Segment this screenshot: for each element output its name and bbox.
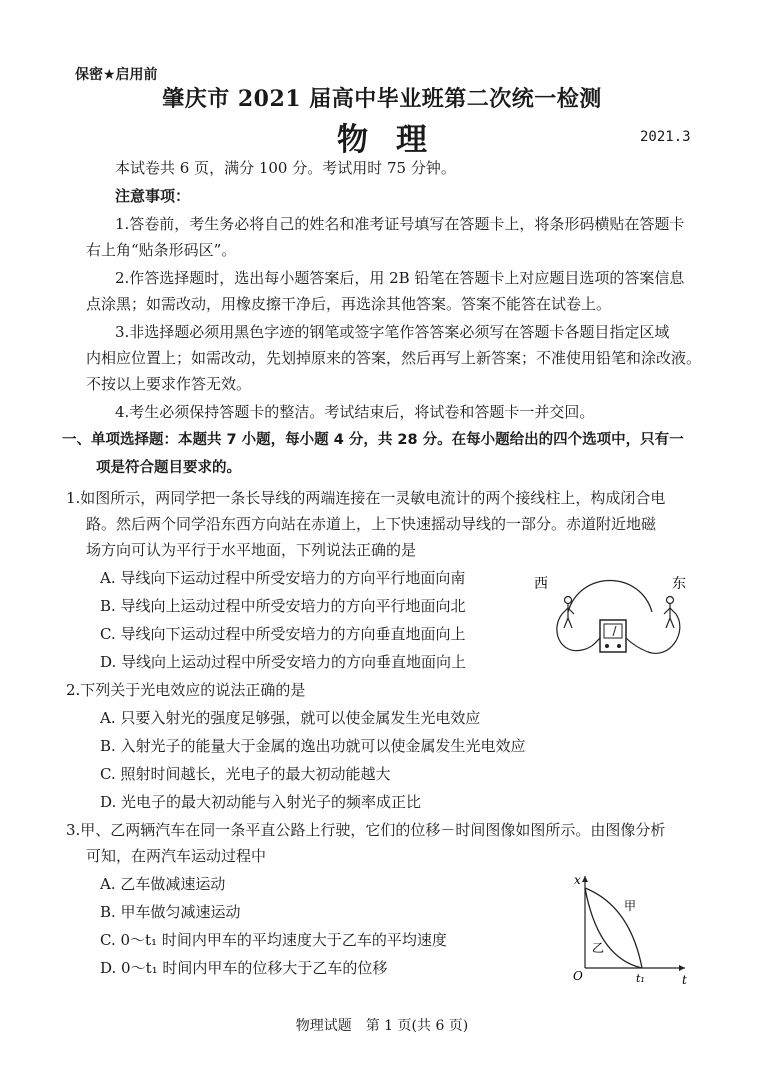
- q2-option-a: A. 只要入射光的强度足够强，就可以使金属发生光电效应: [100, 709, 481, 727]
- notice-line: 右上角“贴条形码区”。: [86, 241, 237, 259]
- west-label: 西: [534, 576, 548, 592]
- notice-line: 不按以上要求作答无效。: [86, 375, 252, 393]
- notice-line: 内相应位置上；如需改动，先划掉原来的答案，然后再写上新答案；不准使用铅笔和涂改液。: [86, 349, 702, 367]
- q1-option-b: B. 导线向上运动过程中所受安培力的方向平行地面向北: [100, 597, 466, 615]
- q1-stem: 场方向可认为平行于水平地面，下列说法正确的是: [86, 541, 417, 559]
- t-axis-arrow: [679, 965, 685, 971]
- notice-line: 1.答卷前，考生务必将自己的姓名和准考证号填写在答题卡上，将条形码横贴在答题卡: [115, 215, 685, 233]
- confidential-label: 保密★启用前: [75, 67, 158, 83]
- q1-figure: [520, 560, 700, 680]
- x-axis-arrow: [582, 876, 588, 882]
- q2-option-b: B. 入射光子的能量大于金属的逸出功就可以使金属发生光电效应: [100, 737, 526, 755]
- q2-option-d: D. 光电子的最大初动能与入射光子的频率成正比: [100, 793, 422, 811]
- wire-right: [626, 614, 680, 653]
- q1-option-a: A. 导线向下运动过程中所受安培力的方向平行地面向南: [100, 569, 466, 587]
- notice-line: 3.非选择题必须用黑色字迹的钢笔或签字笔作答答案必须写在答题卡各题目指定区域: [115, 323, 670, 341]
- east-label: 东: [672, 576, 686, 592]
- right-student-icon: [664, 597, 676, 629]
- q3-option-c: C. 0～t₁ 时间内甲车的平均速度大于乙车的平均速度: [100, 931, 447, 949]
- q1-option-c: C. 导线向下运动过程中所受安培力的方向垂直地面向上: [100, 625, 466, 643]
- wire-arc: [568, 581, 652, 613]
- wire-left: [557, 614, 600, 651]
- notice-heading: 注意事项：: [115, 187, 191, 205]
- subject-title: 物理: [337, 122, 455, 158]
- q3-option-b: B. 甲车做匀减速运动: [100, 903, 241, 921]
- q3-stem: 可知，在两汽车运动过程中: [86, 847, 267, 865]
- q3-stem: 3.甲、乙两辆汽车在同一条平直公路上行驶，它们的位移－时间图像如图所示。由图像分析: [66, 821, 666, 839]
- q2-stem: 2.下列关于光电效应的说法正确的是: [66, 681, 306, 699]
- section-heading: 一、单项选择题：本题共 7 小题，每小题 4 分，共 28 分。在每小题给出的四个选项中，只有一: [62, 432, 684, 448]
- exam-title: 肇庆市 2021 届高中毕业班第二次统一检测: [162, 86, 602, 112]
- notice-line: 点涂黑；如需改动，用橡皮擦干净后，再选涂其他答案。答案不能答在试卷上。: [86, 295, 612, 313]
- t1-label: t₁: [636, 972, 645, 985]
- t-axis-label: t: [682, 973, 687, 986]
- q3-xt-graph: [570, 868, 695, 986]
- q1-option-d: D. 导线向上运动过程中所受安培力的方向垂直地面向上: [100, 653, 467, 671]
- q3-option-a: A. 乙车做减速运动: [100, 875, 226, 893]
- galvanometer-icon: [600, 620, 626, 652]
- q3-option-d: D. 0～t₁ 时间内甲车的位移大于乙车的位移: [100, 959, 388, 977]
- exam-summary: 本试卷共 6 页，满分 100 分。考试用时 75 分钟。: [115, 159, 456, 177]
- exam-date: 2021.3: [640, 129, 691, 145]
- page-footer: 物理试题 第 1 页(共 6 页): [295, 1018, 469, 1034]
- curve-jia-label: 甲: [624, 899, 637, 913]
- q1-stem: 1.如图所示，两同学把一条长导线的两端连接在一灵敏电流计的两个接线柱上，构成闭合电: [66, 489, 666, 507]
- origin-label: O: [573, 969, 583, 983]
- curve-yi-label: 乙: [592, 941, 605, 955]
- section-heading-cont: 项是符合题目要求的。: [96, 460, 241, 476]
- q2-option-c: C. 照射时间越长，光电子的最大初动能越大: [100, 765, 391, 783]
- q1-stem: 路。然后两个同学沿东西方向站在赤道上，上下快速摇动导线的一部分。赤道附近地磁: [86, 515, 657, 533]
- notice-line: 2.作答选择题时，选出每小题答案后，用 2B 铅笔在答题卡上对应题目选项的答案信息: [115, 269, 685, 287]
- x-axis-label: x: [574, 873, 581, 887]
- notice-line: 4.考生必须保持答题卡的整洁。考试结束后，将试卷和答题卡一并交回。: [115, 403, 595, 421]
